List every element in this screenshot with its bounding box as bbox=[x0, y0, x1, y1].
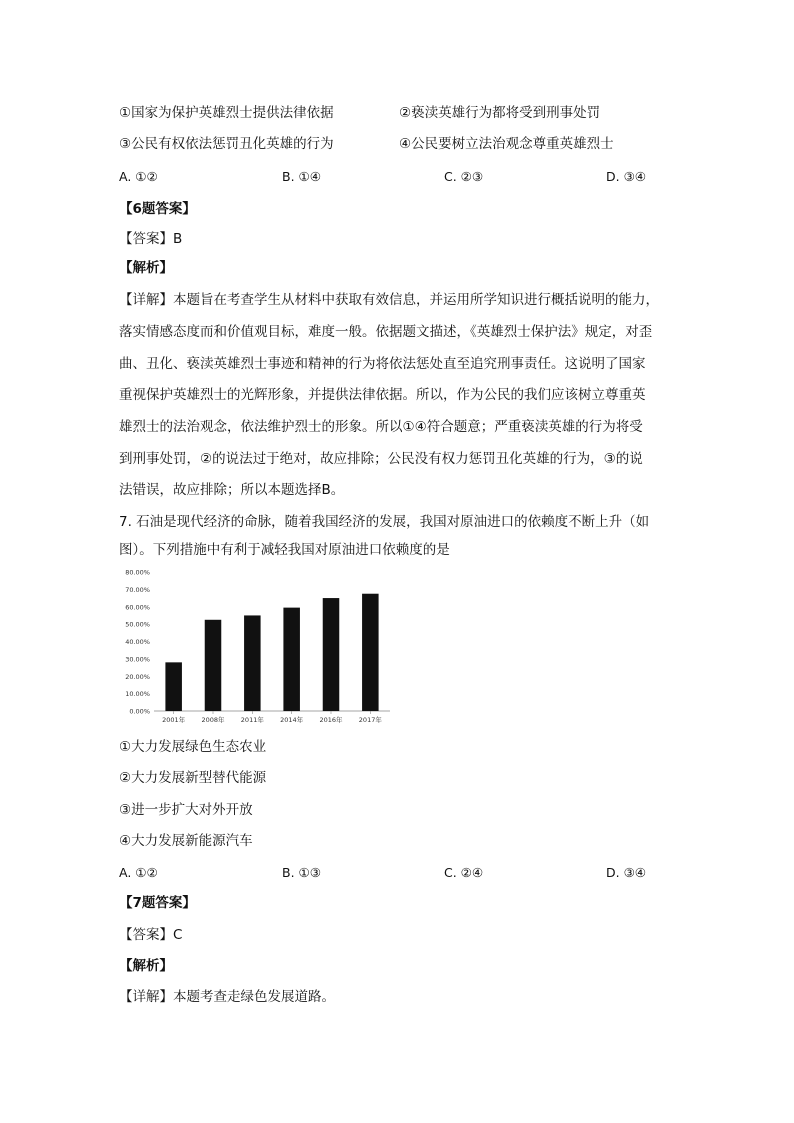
q6-statement-2: ②亵渎英雄行为都将受到刑事处罚 bbox=[399, 105, 601, 121]
q7-detail: 【详解】本题考查走绿色发展道路。 bbox=[119, 989, 335, 1005]
q7-analysis-header: 【解析】 bbox=[119, 958, 173, 974]
q6-detail-line: 曲、丑化、亵渎英雄烈士事迹和精神的行为将依法惩处直至追究刑事责任。这说明了国家 bbox=[119, 356, 646, 372]
q6-option-b[interactable]: B. ①④ bbox=[282, 169, 321, 184]
q6-detail-line: 【详解】本题旨在考查学生从材料中获取有效信息，并运用所学知识进行概括说明的能力， bbox=[119, 292, 659, 308]
y-tick-label: 30.00% bbox=[125, 655, 150, 664]
q7-option-d[interactable]: D. ③④ bbox=[606, 865, 646, 880]
x-tick-label: 2008年 bbox=[201, 716, 225, 724]
bar-2001年 bbox=[165, 662, 182, 711]
bar-2008年 bbox=[205, 620, 222, 711]
y-tick-label: 10.00% bbox=[125, 690, 150, 699]
y-tick-label: 50.00% bbox=[125, 620, 150, 629]
q7-statement-4: ④大力发展新能源汽车 bbox=[119, 833, 253, 849]
q6-detail-line: 落实情感态度而和价值观目标，难度一般。依据题文描述，《英雄烈士保护法》规定，对歪 bbox=[119, 324, 653, 340]
x-tick-label: 2016年 bbox=[319, 716, 343, 724]
q7-statement-2: ②大力发展新型替代能源 bbox=[119, 770, 267, 786]
q6-detail-line: 到刑事处罚，②的说法过于绝对，故应排除；公民没有权力惩罚丑化英雄的行为，③的说 bbox=[119, 451, 643, 467]
y-tick-label: 0.00% bbox=[129, 707, 150, 716]
q7-answer: 【答案】C bbox=[119, 927, 183, 943]
q6-detail-line: 重视保护英雄烈士的光辉形象，并提供法律依据。所以，作为公民的我们应该树立尊重英 bbox=[119, 387, 646, 403]
y-tick-label: 60.00% bbox=[125, 603, 150, 612]
q6-statement-1: ①国家为保护英雄烈士提供法律依据 bbox=[119, 105, 334, 121]
bar-2017年 bbox=[362, 594, 379, 711]
q6-answer-header: 【6题答案】 bbox=[119, 201, 196, 217]
q7-stem-line-1: 7. 石油是现代经济的命脉，随着我国经济的发展，我国对原油进口的依赖度不断上升（如 bbox=[119, 514, 650, 530]
bar-2014年 bbox=[283, 608, 300, 711]
q7-option-a[interactable]: A. ①② bbox=[119, 865, 158, 880]
y-tick-label: 20.00% bbox=[125, 672, 150, 681]
q7-option-c[interactable]: C. ②④ bbox=[444, 865, 484, 880]
q7-answer-header: 【7题答案】 bbox=[119, 895, 196, 911]
bar-2016年 bbox=[323, 598, 340, 711]
q6-option-d[interactable]: D. ③④ bbox=[606, 169, 646, 184]
x-tick-label: 2011年 bbox=[240, 716, 264, 724]
x-tick-label: 2014年 bbox=[280, 716, 304, 724]
q6-detail-line: 法错误，故应排除；所以本题选择B。 bbox=[119, 482, 345, 498]
x-tick-label: 2017年 bbox=[358, 716, 382, 724]
q6-statement-3: ③公民有权依法惩罚丑化英雄的行为 bbox=[119, 136, 334, 152]
q6-analysis-header: 【解析】 bbox=[119, 260, 173, 276]
y-tick-label: 40.00% bbox=[125, 638, 150, 646]
x-tick-label: 2001年 bbox=[162, 716, 186, 724]
oil-import-dependency-chart bbox=[116, 566, 396, 732]
bar-2011年 bbox=[244, 615, 261, 711]
q6-statement-4: ④公民要树立法治观念尊重英雄烈士 bbox=[399, 136, 614, 152]
y-tick-label: 80.00% bbox=[125, 568, 150, 577]
q7-statement-1: ①大力发展绿色生态农业 bbox=[119, 739, 267, 755]
q6-answer: 【答案】B bbox=[119, 231, 183, 247]
q6-option-c[interactable]: C. ②③ bbox=[444, 169, 484, 184]
y-tick-label: 70.00% bbox=[125, 585, 150, 594]
q6-option-a[interactable]: A. ①② bbox=[119, 169, 158, 184]
q7-option-b[interactable]: B. ①③ bbox=[282, 865, 321, 880]
q7-stem-line-2: 图）。下列措施中有利于减轻我国对原油进口依赖度的是 bbox=[119, 542, 450, 558]
q6-detail-line: 雄烈士的法治观念，依法维护烈士的形象。所以①④符合题意；严重亵渎英雄的行为将受 bbox=[119, 419, 643, 435]
q7-statement-3: ③进一步扩大对外开放 bbox=[119, 802, 253, 818]
